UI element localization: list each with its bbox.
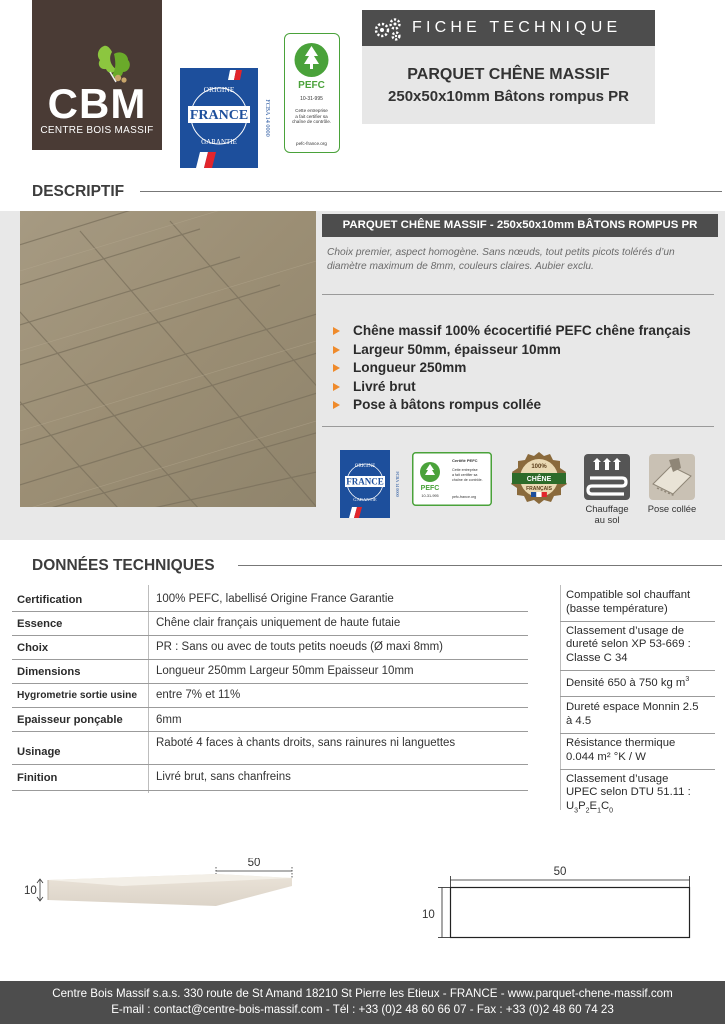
triangle-bullet-icon xyxy=(333,401,340,409)
donnees-rule xyxy=(238,565,722,566)
pose-caption: Pose collée xyxy=(647,503,697,514)
row-value: Livré brut, sans chanfreins xyxy=(156,771,291,783)
row-value: Raboté 4 faces à chants droits, sans rainures ni languettes xyxy=(156,737,456,749)
ofg-small-top: ORIGINE xyxy=(354,464,376,469)
feature-text: Livré brut xyxy=(353,378,416,394)
donnees-title: DONNÉES TECHNIQUES xyxy=(32,557,215,574)
pefc-tree-icon xyxy=(285,34,338,94)
descriptif-title: DESCRIPTIF xyxy=(32,183,125,200)
row-label: Certification xyxy=(17,594,83,606)
feature-item xyxy=(333,397,713,416)
chene-badge-mid: CHÊNE xyxy=(526,476,552,483)
upec-sub: 2 xyxy=(585,807,590,815)
footer xyxy=(0,981,725,1024)
chene-badge-top: 100% xyxy=(531,464,547,470)
pefc-logo xyxy=(284,33,340,153)
descriptif-bar xyxy=(322,214,718,237)
table-row xyxy=(12,708,528,732)
descriptif-text: Choix premier, aspect homogène. Sans nœuds, tout petits picots tolérés d’un diamètre maximum de 8mm, couleurs claires. Aubier exclu. xyxy=(327,247,675,273)
spec-line: (basse température) xyxy=(566,602,668,615)
upec-code xyxy=(566,800,715,816)
feature-list xyxy=(333,323,713,416)
upec-letter: E xyxy=(589,800,598,813)
table-row xyxy=(12,684,528,708)
table-row xyxy=(12,660,528,684)
logo-subtitle: CENTRE BOIS MASSIF xyxy=(40,125,154,136)
pefc-small-url: pefc-france.org xyxy=(452,495,477,499)
pefc-small-label: PEFC xyxy=(420,485,440,492)
origine-france-garantie-logo xyxy=(180,68,272,168)
feature-item xyxy=(333,342,713,361)
row-label: Hygrometrie sortie usine xyxy=(17,690,138,701)
cbm-logo xyxy=(32,0,162,150)
pefc-text xyxy=(287,108,336,125)
spec-line: Compatible sol chauffant xyxy=(566,589,691,601)
row-value: Chêne clair français uniquement de haute futaie xyxy=(156,617,401,629)
descriptif-rule xyxy=(140,191,722,192)
feature-text: Longueur 250mm xyxy=(353,360,467,375)
row-value: Longueur 250mm Largeur 50mm Epaisseur 10mm xyxy=(156,665,414,677)
upec-letter: C xyxy=(600,800,610,813)
board-section-diagram xyxy=(420,860,700,940)
pefc-small-icon xyxy=(412,452,492,506)
logo-text: CBM xyxy=(47,80,147,127)
ofg-code: FCBA 14 0000 xyxy=(264,99,271,137)
pefc-text-2: a fait certifier sa xyxy=(295,113,328,119)
parquet-photo xyxy=(20,211,316,507)
ofg-small-bottom: GARANTIE xyxy=(353,497,377,502)
triangle-bullet-icon xyxy=(333,346,340,354)
row-value: 100% PEFC, labellisé Origine France Garantie xyxy=(156,593,394,605)
fiche-technique-title: FICHE TECHNIQUE xyxy=(412,19,622,36)
spec-line: Classement d’usage xyxy=(566,772,669,785)
feature-text: Largeur 50mm, épaisseur 10mm xyxy=(353,341,561,357)
spec-density xyxy=(560,671,715,698)
gears-icon xyxy=(372,14,404,42)
chauffage-caption-1: Chauffage xyxy=(585,503,629,514)
table-row xyxy=(12,612,528,636)
right-width-label: 50 xyxy=(553,866,567,878)
product-title: PARQUET CHÊNE MASSIF xyxy=(407,66,610,83)
table-row xyxy=(12,589,528,612)
pefc-code: 10-31-995 xyxy=(300,96,323,102)
descriptif-divider-2 xyxy=(322,426,714,427)
chauffage-caption-2: au sol xyxy=(594,514,620,526)
ofg-label-top: ORIGINE xyxy=(203,85,235,94)
product-subtitle: 250x50x10mm Bâtons rompus PR xyxy=(388,88,629,105)
spec-line: Classement d’usage de xyxy=(566,624,685,637)
spec-line: UPEC selon DTU 51.11 : xyxy=(566,786,691,799)
descriptif-bar-title: PARQUET CHÊNE MASSIF - 250x50x10mm BÂTONS ROMPUS PR xyxy=(342,219,698,231)
pefc-text-1: Cette entreprise xyxy=(295,108,328,113)
table-row xyxy=(12,732,528,765)
origine-france-small-icon xyxy=(340,450,400,518)
spec-upec xyxy=(560,770,715,820)
triangle-bullet-icon xyxy=(333,327,340,335)
upec-sub: 3 xyxy=(574,807,579,815)
upec-letter: P xyxy=(578,800,586,813)
descriptif-divider-1 xyxy=(322,294,714,295)
spec-line: Dureté espace Monnin 2.5 xyxy=(566,701,699,714)
ofg-label-mid: FRANCE xyxy=(189,108,249,123)
row-label: Dimensions xyxy=(17,666,81,678)
pefc-label: PEFC xyxy=(298,80,325,91)
footer-address: Centre Bois Massif s.a.s. 330 route de St Amand 18210 St Pierre les Etieux - FRANCE - www.parquet-chene-massif.com xyxy=(52,987,673,1000)
triangle-bullet-icon xyxy=(333,383,340,391)
tech-table xyxy=(12,589,528,791)
left-thickness-label: 10 xyxy=(24,885,37,897)
product-title-box xyxy=(362,46,655,124)
spec-hardness-class xyxy=(560,622,715,671)
feature-item xyxy=(333,360,713,379)
row-value: 6mm xyxy=(156,714,182,726)
upec-sub: 1 xyxy=(597,807,601,815)
triangle-bullet-icon xyxy=(333,364,340,372)
spec-monnin xyxy=(560,697,715,734)
ofg-label-bottom: GARANTIE xyxy=(201,138,237,146)
table-row xyxy=(12,765,528,791)
row-label: Epaisseur ponçable xyxy=(17,714,123,726)
pefc-text-3: chaîne de contrôle. xyxy=(291,119,332,125)
pefc-url: pefc-france.org xyxy=(296,141,327,146)
spec-line: Résistance thermique xyxy=(566,737,676,750)
feature-item xyxy=(333,323,713,342)
feature-text: Chêne massif 100% écocertifié PEFC chêne français xyxy=(353,323,691,338)
board-3d-diagram xyxy=(20,858,310,918)
chene-badge-bottom: FRANÇAIS xyxy=(526,486,552,492)
table-row xyxy=(12,636,528,660)
ofg-small-code: FCBA 14 0000 xyxy=(395,471,400,497)
spec-column xyxy=(560,589,715,820)
pefc-small-title: Certifié PEFC xyxy=(452,458,478,463)
row-value: entre 7% et 11% xyxy=(156,689,241,701)
spec-line: 0.044 m² °K / W xyxy=(566,750,646,763)
feature-text: Pose à bâtons rompus collée xyxy=(353,397,542,412)
right-thickness-label: 10 xyxy=(422,909,435,921)
upec-letter: U xyxy=(566,800,575,813)
pefc-small-text-1: Cette entreprise xyxy=(452,468,478,472)
spec-line: à 4.5 xyxy=(566,715,592,728)
spec-thermal xyxy=(560,734,715,770)
row-value: PR : Sans ou avec de touts petits noeuds (Ø maxi 8mm) xyxy=(156,641,443,653)
left-width-label: 50 xyxy=(247,858,261,869)
spec-line: Classe C 34 xyxy=(566,652,628,665)
chauffage-caption xyxy=(574,503,640,526)
fiche-technique-bar xyxy=(362,10,655,46)
feature-item xyxy=(333,379,713,398)
spec-line: Densité 650 à 750 kg m xyxy=(566,676,686,689)
ofg-small-mid: FRANCE xyxy=(346,476,384,487)
spec-compatibility xyxy=(560,589,715,622)
density-exponent: 3 xyxy=(685,675,690,683)
pefc-small-code: 10-31-995 xyxy=(421,494,439,498)
row-label: Choix xyxy=(17,642,49,654)
pefc-small-text-2: a fait certifier sa xyxy=(452,473,478,477)
floor-heating-icon xyxy=(584,454,630,500)
spec-line: dureté selon XP 53-669 : xyxy=(566,638,691,651)
upec-sub: 0 xyxy=(609,807,614,815)
row-label: Finition xyxy=(17,772,58,784)
row-label: Usinage xyxy=(17,746,61,758)
row-label: Essence xyxy=(17,618,63,630)
pefc-small-text-3: chaîne de contrôle. xyxy=(452,478,483,482)
footer-contact: E-mail : contact@centre-bois-massif.com - Tél : +33 (0)2 48 60 66 07 - Fax : +33 (0)2 48 60 74 23 xyxy=(111,1003,614,1016)
chene-francais-badge-icon xyxy=(506,450,572,506)
glued-installation-icon xyxy=(649,454,695,500)
oak-leaf-icon xyxy=(94,42,134,84)
